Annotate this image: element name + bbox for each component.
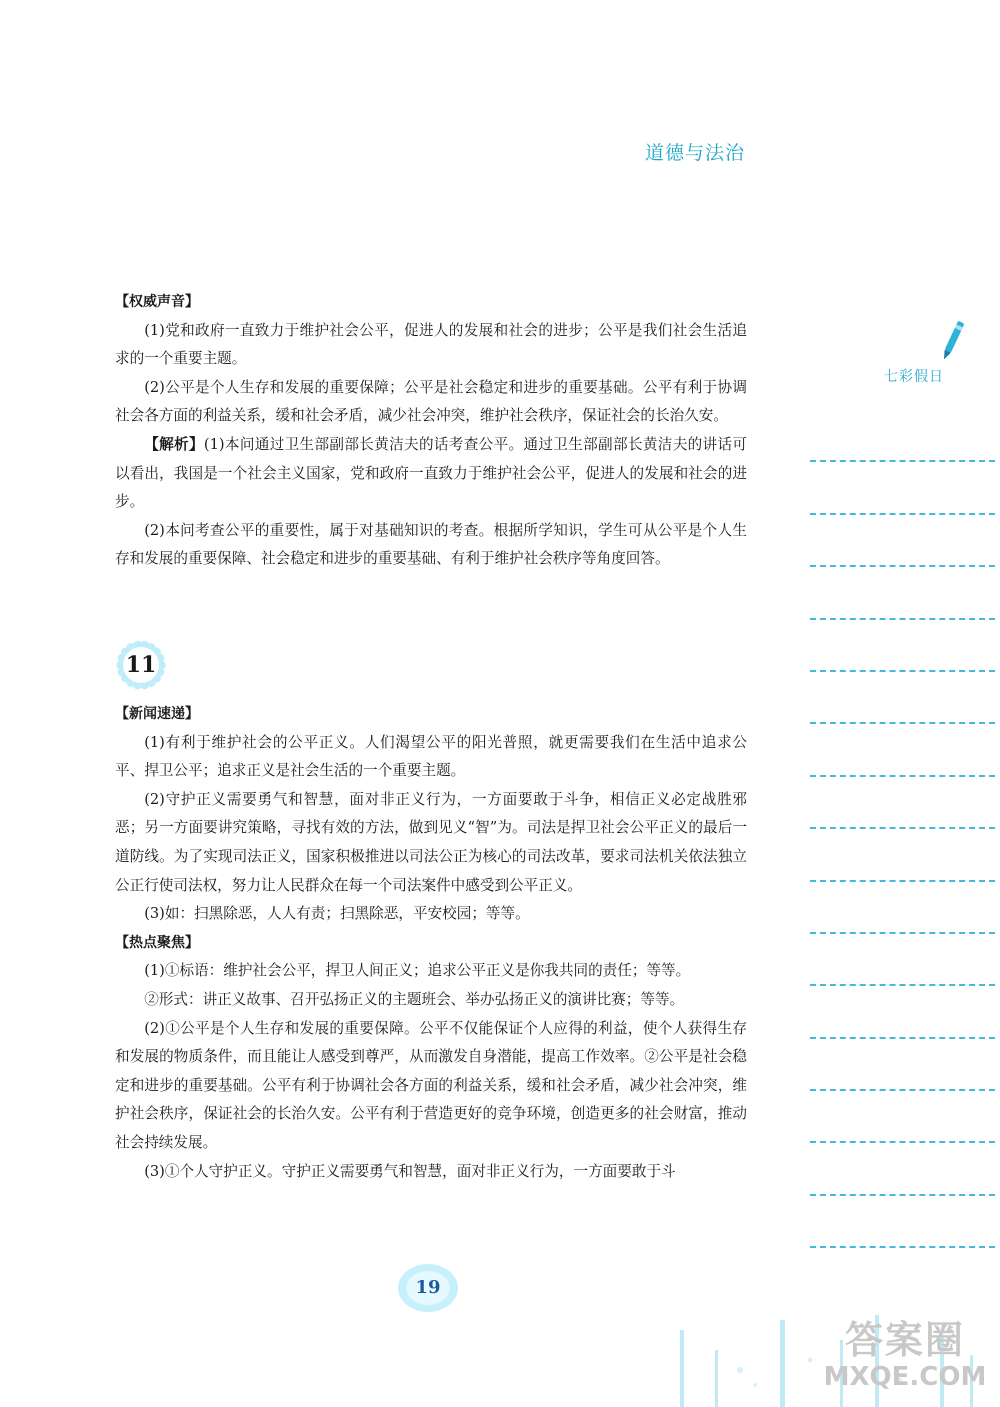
watermark-bottom: MXQE.COM	[823, 1362, 987, 1392]
paragraph: (2)本问考查公平的重要性，属于对基础知识的考查。根据所学知识，学生可从公平是个人生存和发展的重要保障、社会稳定和进步的重要基础、有利于维护社会秩序等角度回答。	[115, 521, 747, 568]
note-line	[810, 829, 995, 881]
question-number: 11	[125, 652, 157, 678]
note-line	[810, 777, 995, 829]
note-lines	[810, 410, 995, 1248]
subject-title: 道德与法治	[644, 142, 745, 164]
note-line	[810, 1196, 995, 1248]
watermark-top: 答案圈	[844, 1318, 965, 1362]
section-heading: 【热点聚焦】	[115, 934, 199, 951]
paragraph: (3)如：扫黑除恶，人人有责；扫黑除恶，平安校园；等等。	[144, 905, 530, 923]
note-line	[810, 567, 995, 619]
paragraph: (2)①公平是个人生存和发展的重要保障。公平不仅能保证个人应得的利益，使个人获得生存和发展的物质条件，而且能让人感受到尊严，从而激发自身潜能，提高工作效率。②公平是社会稳定和进步的重要基础。公平有利于协调社会各方面的利益关系，缓和社会矛盾，减少社会冲突，维护社会秩序，保证社会的长治久安。公平有利于营造更好的竞争环境，创造更多的社会财富，推动社会持续发展。	[115, 1019, 747, 1151]
analysis-text: (1)本问通过卫生部副部长黄洁夫的话考查公平。通过卫生部副部长黄洁夫的讲话可以看出，我国是一个社会主义国家，党和政府一直致力于维护社会公平，促进人的发展和社会的进步。	[115, 435, 747, 511]
note-line	[810, 1091, 995, 1143]
section-heading: 【权威声音】	[115, 294, 199, 310]
note-line	[810, 934, 995, 986]
brand-label: 七彩假日	[884, 369, 944, 385]
note-line	[810, 410, 995, 462]
note-line	[810, 724, 995, 776]
page-number: 19	[415, 1277, 441, 1298]
note-line	[810, 986, 995, 1038]
analysis-paragraph	[115, 431, 747, 517]
note-line	[810, 515, 995, 567]
note-line	[810, 672, 995, 724]
paragraph: (1)有利于维护社会的公平正义。人们渴望公平的阳光普照，就更需要我们在生活中追求公平、捍卫公平；追求正义是社会生活的一个重要主题。	[115, 733, 747, 780]
section-news	[115, 700, 747, 1186]
watermark	[810, 1318, 1000, 1392]
paragraph: (2)守护正义需要勇气和智慧，面对非正义行为，一方面要敢于斗争，相信正义必定战胜邪恶；另一方面要讲究策略，寻找有效的方法，做到见义“智”为。司法是捍卫社会公平正义的最后一道防线。为了实现司法正义，国家积极推进以司法公正为核心的司法改革，要求司法机关依法独立公正行使司法权，努力让人民群众在每一个司法案件中感受到公平正义。	[115, 790, 747, 894]
page-number-badge	[396, 1262, 460, 1314]
section-heading: 【新闻速递】	[115, 706, 199, 722]
note-line	[810, 882, 995, 934]
paragraph: (3)①个人守护正义。守护正义需要勇气和智慧，面对非正义行为，一方面要敢于斗	[144, 1162, 676, 1180]
paragraph: (2)公平是个人生存和发展的重要保障；公平是社会稳定和进步的重要基础。公平有利于协调社会各方面的利益关系，缓和社会矛盾，减少社会冲突，维护社会秩序，保证社会的长治久安。	[115, 378, 747, 425]
pen-icon	[940, 318, 964, 364]
paragraph: (1)党和政府一直致力于维护社会公平，促进人的发展和社会的进步；公平是我们社会生活追求的一个重要主题。	[115, 321, 747, 368]
note-line	[810, 620, 995, 672]
note-line	[810, 462, 995, 514]
section-authority	[115, 288, 747, 574]
paragraph: (1)①标语：维护社会公平，捍卫人间正义；追求公平正义是你我共同的责任；等等。	[144, 962, 691, 980]
question-number-badge	[116, 640, 166, 690]
analysis-label: 【解析】	[144, 435, 204, 453]
note-line	[810, 1143, 995, 1195]
note-line	[810, 1039, 995, 1091]
paragraph: ②形式：讲正义故事、召开弘扬正义的主题班会、举办弘扬正义的演讲比赛；等等。	[144, 990, 685, 1008]
